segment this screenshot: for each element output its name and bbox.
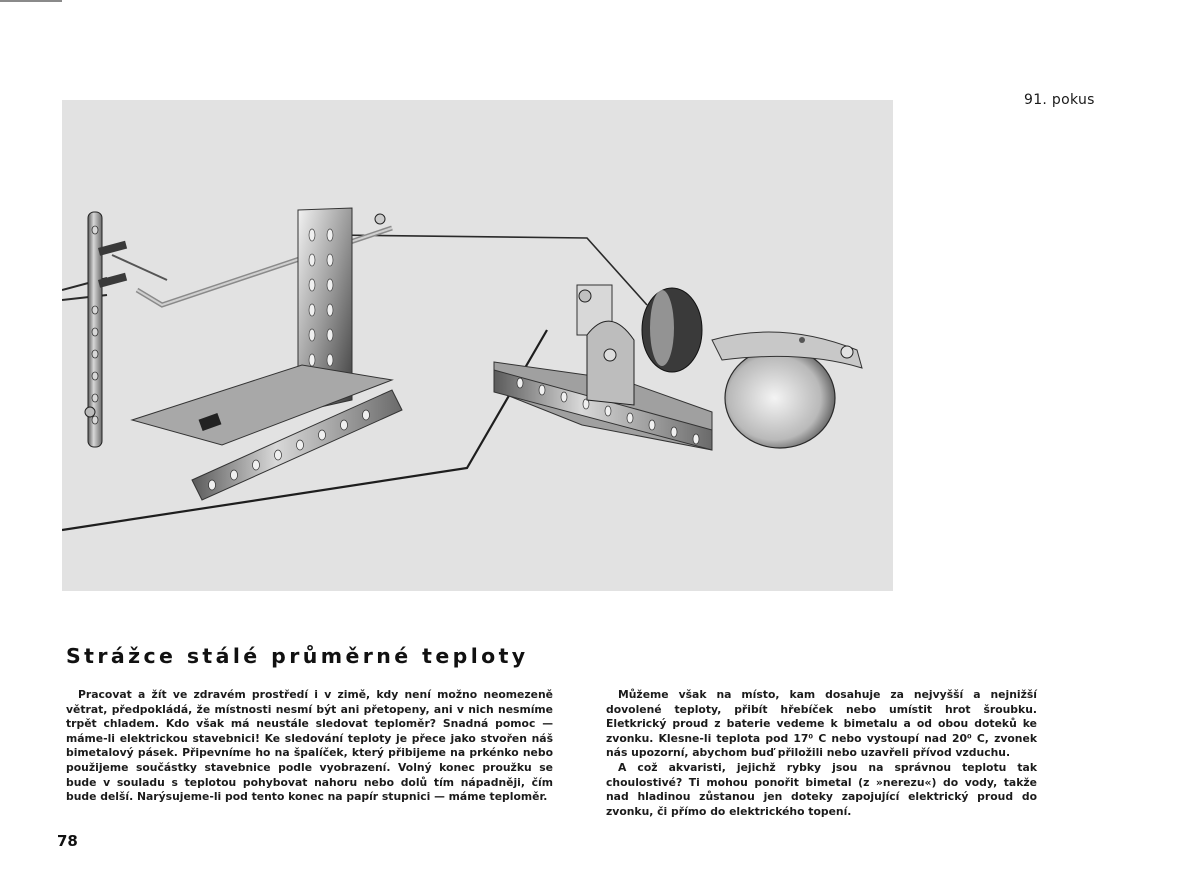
bottom-nut [85, 407, 95, 417]
magnet-yoke [587, 321, 634, 405]
bell-mount-hole [841, 346, 853, 358]
experiment-label: 91. pokus [1024, 92, 1095, 108]
clamp-screw [375, 214, 385, 224]
page-number: 78 [57, 832, 78, 850]
right-column [606, 688, 1037, 819]
right-paragraph-2: A což akvaristi, jejichž rybky jsou na správnou teplotu tak choulostivé? Ti mohou ponořit bimetal (z »nerezu«) do vody, takže nad hladinou zůstanou jen doteky zapojující elektrický proud do zvonku, či přímo do elektrického topení. [606, 760, 1037, 818]
apparatus-illustration [62, 100, 893, 591]
article-title: Strážce stálé průměrné teploty [66, 644, 529, 668]
left-paragraph: Pracovat a žít ve zdravém prostředí i v zimě, kdy není možno neomezeně větrat, předpokládá, že místnosti nesmí být ani přetopeny, ani v nich nesmíme trpět chladem. Kdo však má neustále sledovat teploměr? Snadná pomoc — máme-li elektrickou stavebnici! Ke sledování teploty je přece jako stvořen náš bimetalový pásek. Připevníme ho na špalíček, který přibijeme na prkénko nebo použijeme součástky stavebnice podle vyobrazení. Volný konec proužku se bude v souladu s teplotou pohybovat nahoru nebo dolů tím nápadněji, čím bude delší. Narýsujeme-li pod tento konec na papír stupnici — máme teploměr. [66, 688, 553, 804]
right-paragraph-1: Můžeme však na místo, kam dosahuje za nejvyšší a nejnižší dovolené teploty, přibít hřebíček nebo umístit hrot šroubku. Eletkrický proud z baterie vedeme k bimetalu a od obou doteků ke zvonku. Klesne-li teplota pod 17⁰ C nebo vystoupí nad 20⁰ C, zvonek nás upozorní, abychom buď přiložili nebo uzavřeli přívod vzduchu. [606, 688, 1037, 760]
top-rule [0, 0, 62, 2]
left-column [66, 688, 553, 805]
bracket-screw [579, 290, 591, 302]
yoke-screw [604, 349, 616, 361]
bell-rivet [799, 337, 805, 343]
bell-dome [725, 348, 835, 448]
apparatus-photo [62, 100, 893, 591]
